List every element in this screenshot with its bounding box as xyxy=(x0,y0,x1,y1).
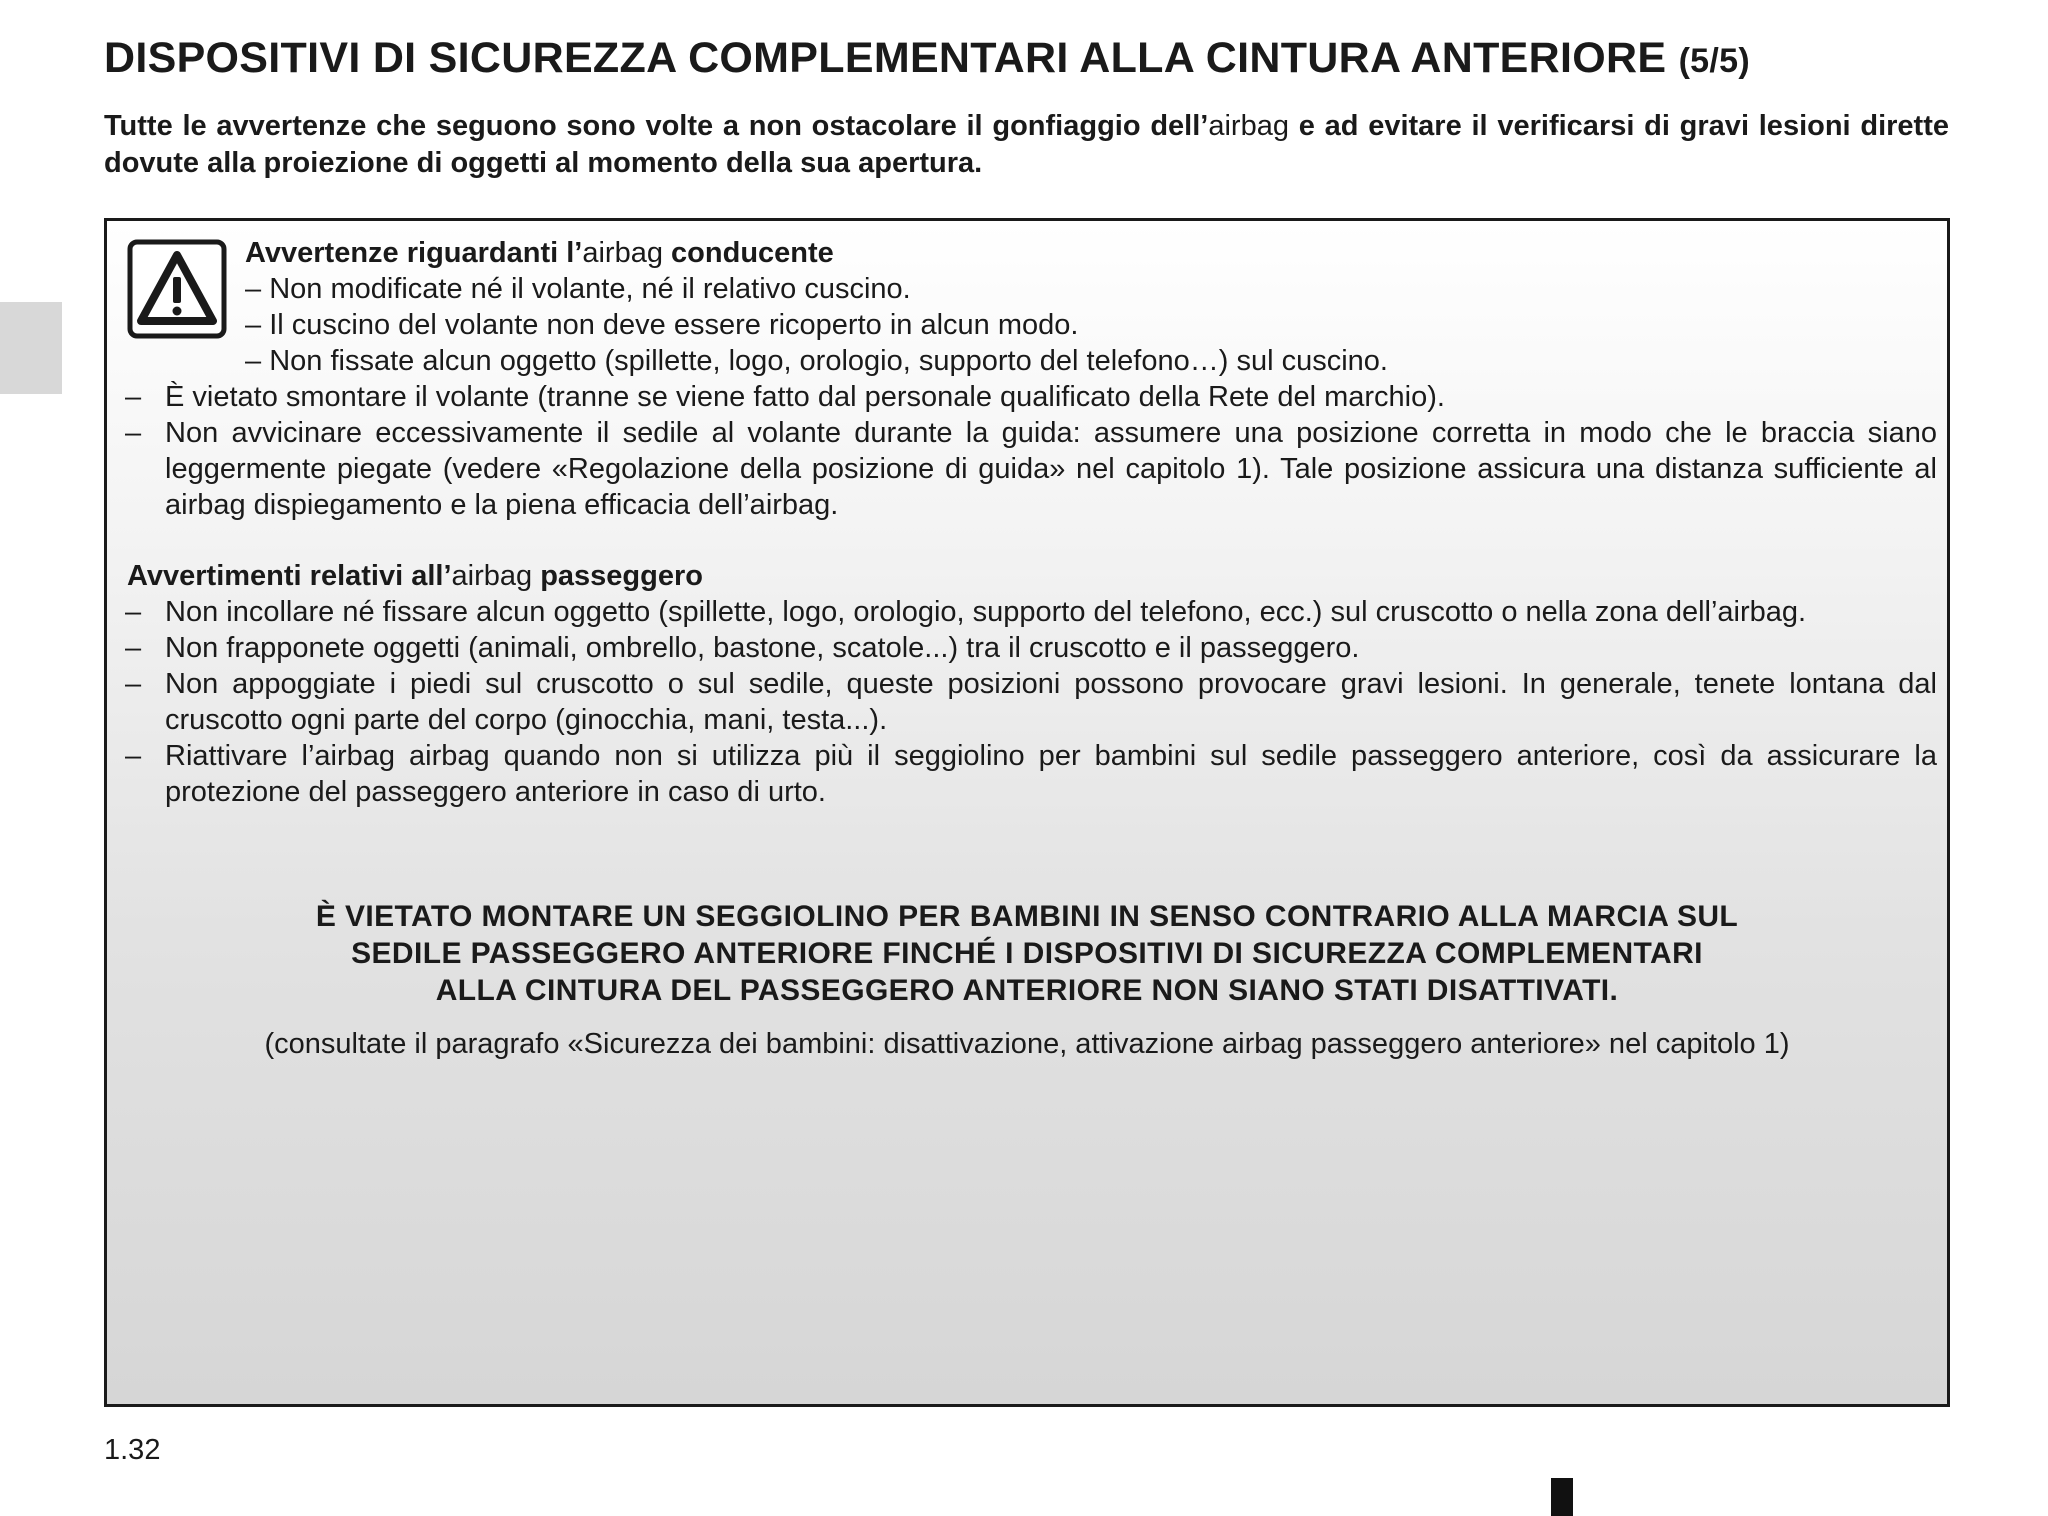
list-item: – Il cuscino del volante non deve essere ricoperto in alcun modo. xyxy=(245,307,1388,343)
driver-warning-list xyxy=(245,271,1388,379)
warning-box xyxy=(104,218,1950,1407)
list-item: – Non incollare né fissare alcun oggetto (spillette, logo, orologio, supporto del telefono, ecc.) sul cruscotto o nella zona dell’airbag. xyxy=(125,594,1937,630)
page-part-indicator: (5/5) xyxy=(1678,42,1750,80)
passenger-heading-airbag: airbag xyxy=(451,560,533,592)
passenger-airbag-heading xyxy=(127,558,703,594)
passenger-heading-end: passeggero xyxy=(532,560,703,592)
child-seat-prohibition-banner xyxy=(107,898,1947,1009)
driver-heading-airbag: airbag xyxy=(582,237,663,269)
chapter-tab xyxy=(0,302,62,394)
list-item: – Non modificate né il volante, né il relativo cuscino. xyxy=(245,271,1388,307)
page-title-text: DISPOSITIVI DI SICUREZZA COMPLEMENTARI ALLA CINTURA ANTERIORE xyxy=(104,34,1667,82)
page-number: 1.32 xyxy=(104,1434,161,1466)
driver-heading-end: conducente xyxy=(662,237,834,269)
list-item: – È vietato smontare il volante (tranne se viene fatto dal personale qualificato della Rete del marchio). xyxy=(125,379,1937,415)
driver-airbag-heading xyxy=(245,235,834,271)
intro-airbag-term: airbag xyxy=(1208,110,1289,142)
banner-line: È VIETATO MONTARE UN SEGGIOLINO PER BAMBINI IN SENSO CONTRARIO ALLA MARCIA SUL xyxy=(315,900,1739,933)
page-title xyxy=(104,34,1750,83)
list-item: – Riattivare l’airbag airbag quando non si utilizza più il seggiolino per bambini sul sedile passeggero anteriore, così da assicurare la protezione del passeggero anteriore in caso di urto. xyxy=(125,738,1937,810)
banner-line: ALLA CINTURA DEL PASSEGGERO ANTERIORE NON SIANO STATI DISATTIVATI. xyxy=(435,974,1619,1007)
intro-text-end: e ad evitare il verificarsi di gravi lesioni dirette dovute alla proiezione di oggetti al momento della sua apertura. xyxy=(104,110,1949,179)
intro-text-start: Tutte le avvertenze che seguono sono volte a non ostacolare il gonfiaggio dell’ xyxy=(104,110,1209,142)
intro-paragraph xyxy=(104,108,1949,182)
print-crop-mark xyxy=(1551,1478,1573,1516)
consult-reference: (consultate il paragrafo «Sicurezza dei bambini: disattivazione, attivazione airbag passeggero anteriore» nel capitolo 1) xyxy=(264,1028,1790,1060)
driver-general-list xyxy=(125,379,1937,523)
banner-line: SEDILE PASSEGGERO ANTERIORE FINCHÉ I DISPOSITIVI DI SICUREZZA COMPLEMENTARI xyxy=(351,937,1703,970)
list-item: – Non frapponete oggetti (animali, ombrello, bastone, scatole...) tra il cruscotto e il passeggero. xyxy=(125,630,1937,666)
warning-triangle-icon xyxy=(127,239,227,339)
list-item: – Non appoggiate i piedi sul cruscotto o sul sedile, queste posizioni possono provocare gravi lesioni. In generale, tenete lontana dal cruscotto ogni parte del corpo (ginocchia, mani, testa...). xyxy=(125,666,1937,738)
list-item: – Non fissate alcun oggetto (spillette, logo, orologio, supporto del telefono…) sul cuscino. xyxy=(245,343,1388,379)
passenger-heading-start: Avvertimenti relativi all’ xyxy=(127,560,452,592)
passenger-warning-list xyxy=(125,594,1937,810)
list-item: – Non avvicinare eccessivamente il sedile al volante durante la guida: assumere una posizione corretta in modo che le braccia siano leggermente piegate (vedere «Regolazione della posizione di guida» nel capitolo 1). Tale posizione assicura una distanza sufficiente al airbag dispiegamento e la piena efficacia dell’airbag. xyxy=(125,415,1937,523)
driver-heading-start: Avvertenze riguardanti l’ xyxy=(245,237,583,269)
